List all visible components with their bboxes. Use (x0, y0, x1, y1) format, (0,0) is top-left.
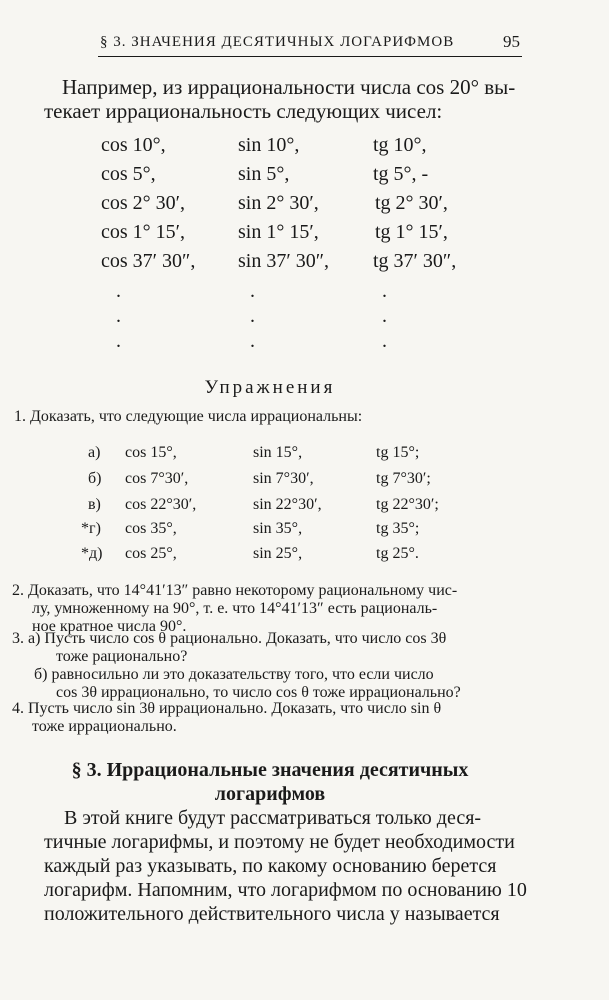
ex1-cell: cos 25°, (125, 545, 177, 562)
ex1-label: в) (88, 496, 101, 513)
ex1-cell: cos 35°, (125, 520, 177, 537)
page-header (100, 34, 520, 54)
exercise-4-line: тоже иррационально. (32, 718, 177, 735)
ex1-label: *г) (81, 520, 101, 537)
intro-line-2: текает иррациональность следующих чисел: (44, 99, 443, 123)
header-rule (98, 56, 522, 57)
ex1-label: б) (88, 470, 102, 487)
ex1-cell: tg 7°30′; (376, 470, 431, 487)
table1-cell: sin 1° 15′, (238, 221, 319, 243)
ex1-cell: cos 22°30′, (125, 496, 197, 513)
section-heading-line-2: логарифмов (214, 783, 326, 805)
body-line: В этой книге будут рассматриваться только деся- (64, 807, 482, 829)
table1-cell: sin 37′ 30″, (238, 250, 330, 272)
ex1-label: *д) (81, 545, 103, 562)
ellipsis-dot: . (382, 305, 387, 327)
ex1-label: а) (88, 444, 101, 461)
ex1-cell: tg 35°; (376, 520, 420, 537)
intro-line-1: Например, из иррациональности числа cos 20° вы- (62, 75, 516, 99)
ex1-cell: tg 15°; (376, 444, 420, 461)
exercise-2-line: 2. Доказать, что 14°41′13″ равно некоторому рациональному чис- (12, 582, 458, 599)
ellipsis-dot: . (250, 280, 255, 302)
exercise-2-line: лу, умноженному на 90°, т. е. что 14°41′13″ есть рациональ- (32, 600, 438, 617)
ex1-cell: cos 15°, (125, 444, 177, 461)
exercise-3-line: 3. а) Пусть число cos θ рационально. Доказать, что число cos 3θ (12, 630, 447, 647)
ellipsis-dot: . (250, 330, 255, 352)
body-line: тичные логарифмы, и поэтому не будет необходимости (44, 831, 515, 853)
exercise-2-line: ное кратное числа 90°. (32, 618, 187, 635)
table1-cell: cos 5°, (101, 163, 156, 185)
table1-cell: sin 5°, (238, 163, 290, 185)
exercises-title: Упражнения (204, 377, 336, 398)
table1-cell: cos 1° 15′, (101, 221, 186, 243)
table1-cell: tg 5°, - (373, 163, 429, 185)
table1-cell: cos 10°, (101, 134, 166, 156)
ex1-cell: sin 35°, (253, 520, 303, 537)
exercise-1-text: 1. Доказать, что следующие числа иррациональны: (14, 408, 363, 425)
ex1-cell: sin 7°30′, (253, 470, 314, 487)
ellipsis-dot: . (116, 280, 121, 302)
page-number: 95 (503, 32, 520, 51)
ellipsis-dot: . (382, 280, 387, 302)
table1-cell: sin 10°, (238, 134, 300, 156)
ellipsis-dot: . (250, 305, 255, 327)
ex1-cell: sin 15°, (253, 444, 303, 461)
ex1-cell: tg 25°. (376, 545, 419, 562)
exercise-3-line: cos 3θ иррационально, то число cos θ тоже иррационально? (56, 684, 461, 701)
exercise-3-line: тоже рационально? (56, 648, 188, 665)
table1-cell: tg 1° 15′, (375, 221, 448, 243)
section-heading-line-1: § 3. Иррациональные значения десятичных (71, 759, 469, 781)
ellipsis-dot: . (116, 305, 121, 327)
table1-cell: tg 2° 30′, (375, 192, 448, 214)
table1-cell: cos 2° 30′, (101, 192, 186, 214)
table1-cell: tg 37′ 30″, (373, 250, 457, 272)
ex1-cell: sin 22°30′, (253, 496, 322, 513)
ex1-cell: cos 7°30′, (125, 470, 189, 487)
table1-cell: tg 10°, (373, 134, 427, 156)
ex1-cell: sin 25°, (253, 545, 303, 562)
body-line: логарифм. Напомним, что логарифмом по основанию 10 (44, 879, 527, 901)
body-line: положительного действительного числа y называется (44, 903, 500, 925)
ellipsis-dot: . (116, 330, 121, 352)
exercise-3-line: б) равносильно ли это доказательству того, что если число (34, 666, 434, 683)
table1-cell: cos 37′ 30″, (101, 250, 196, 272)
running-title: § 3. ЗНАЧЕНИЯ ДЕСЯТИЧНЫХ ЛОГАРИФМОВ (100, 34, 455, 50)
ex1-cell: tg 22°30′; (376, 496, 439, 513)
table1-cell: sin 2° 30′, (238, 192, 319, 214)
ellipsis-dot: . (382, 330, 387, 352)
exercise-4-line: 4. Пусть число sin 3θ иррационально. Доказать, что число sin θ (12, 700, 442, 717)
body-line: каждый раз указывать, по какому основанию берется (44, 855, 497, 877)
